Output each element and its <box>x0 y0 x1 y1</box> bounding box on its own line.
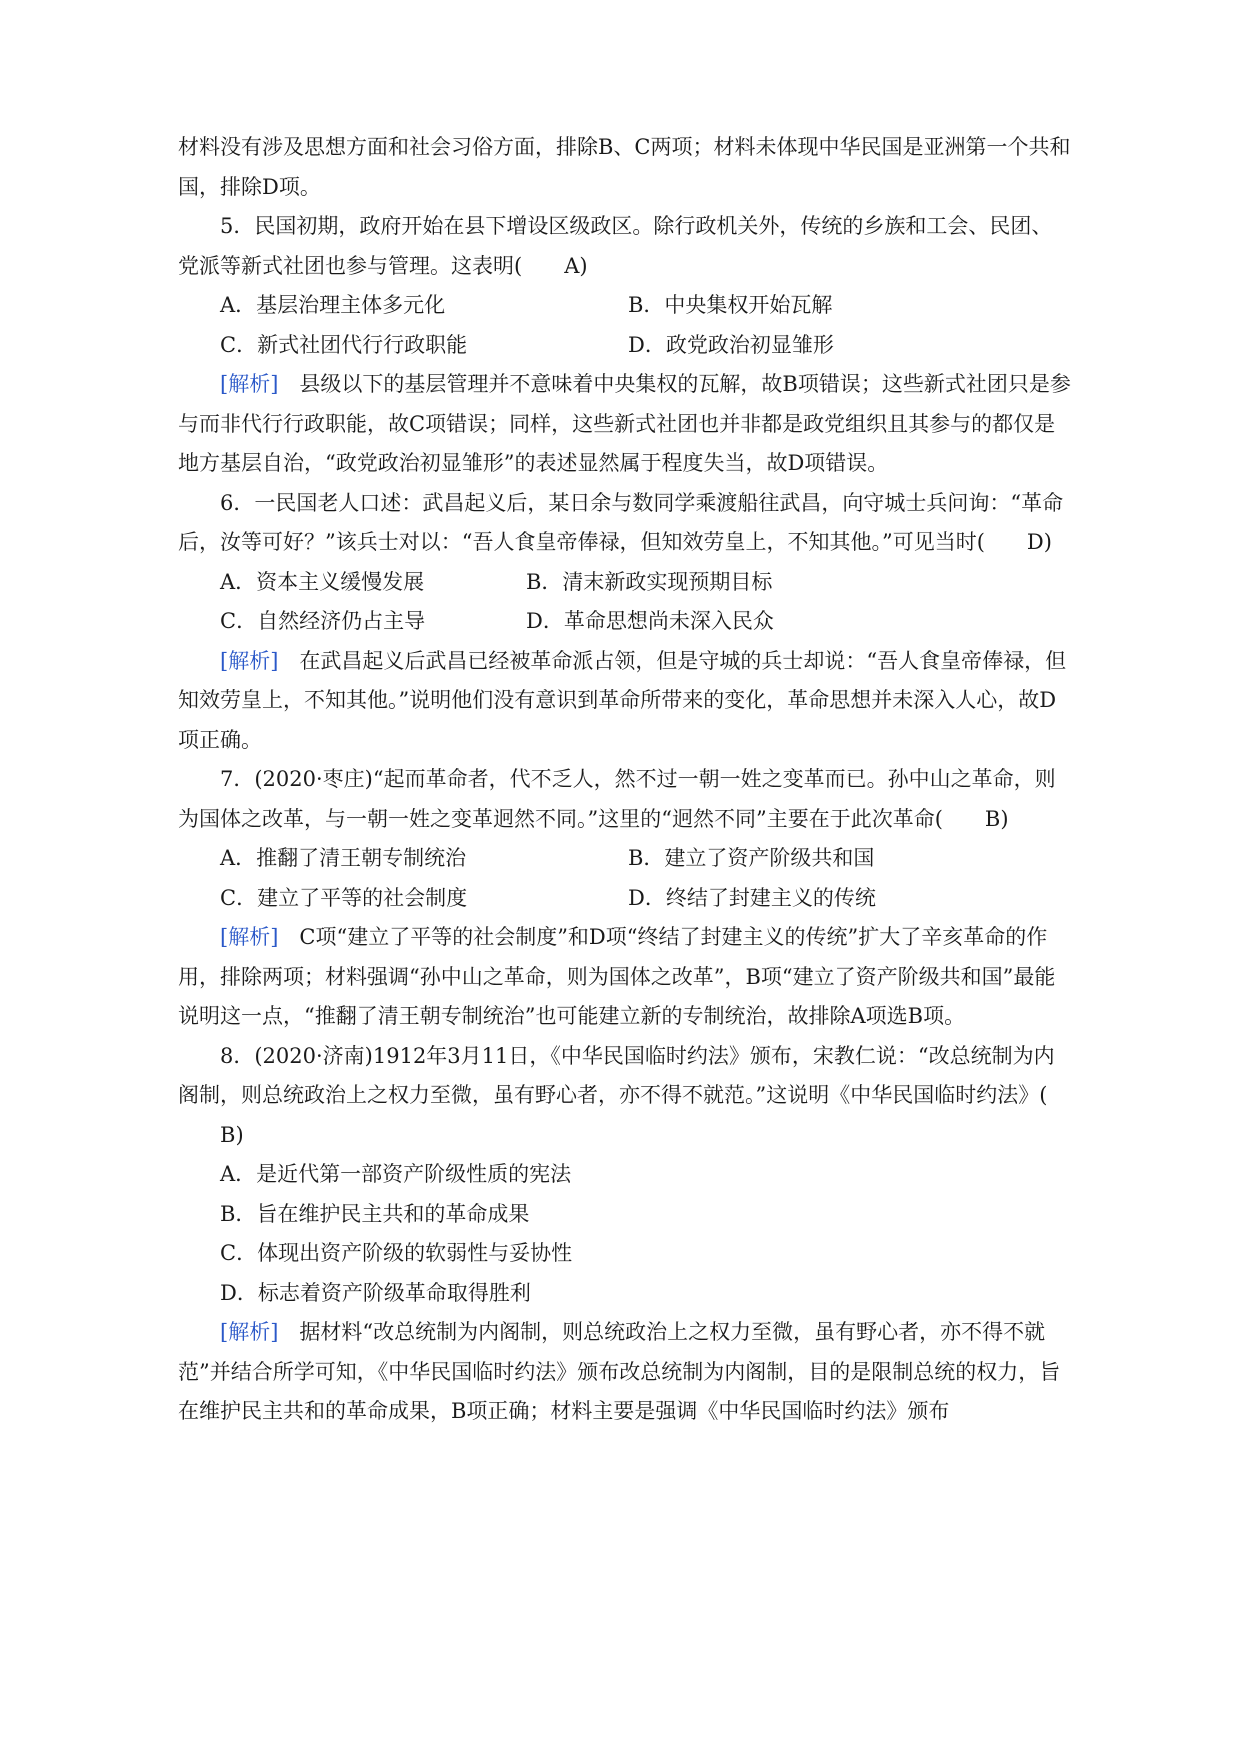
question-7-analysis-text: C项“建立了平等的社会制度”和D项“终结了封建主义的传统”扩大了辛亥革命的作用，排除两项；材料强调“孙中山之革命，则为国体之改革”，B项“建立了资产阶级共和国”最能说明这一点，“推翻了清王朝专制统治”也可能建立新的专制统治，故排除A项选B项。 <box>178 925 1056 1028</box>
question-5-close: ) <box>579 253 588 278</box>
question-8-option-c: C．体现出资产阶级的软弱性与妥协性 <box>220 1241 573 1265</box>
question-8-answer: B <box>220 1122 236 1147</box>
question-7-option-c: C．建立了平等的社会制度 <box>220 885 468 910</box>
question-8-option-d: D．标志着资产阶级革命取得胜利 <box>220 1280 531 1305</box>
question-8-option-b: B．旨在维护民主共和的革命成果 <box>220 1201 530 1226</box>
question-8-text: 8．(2020·济南)1912年3月11日，《中华民国临时约法》颁布，宋教仁说：“改总统制为内阁制，则总统政治上之权力至微，虽有野心者，亦不得不就范。”这说明《中华民国临时约法》( <box>178 1043 1055 1107</box>
question-5-option-d: D．政党政治初显雏形 <box>628 332 834 357</box>
question-6-option-d: D．革命思想尚未深入民众 <box>526 609 774 633</box>
question-5-stem <box>178 207 1072 286</box>
question-5-answer: A <box>564 253 580 278</box>
question-8-close: ) <box>235 1122 244 1147</box>
question-8-analysis <box>178 1313 1072 1432</box>
question-7-option-d: D．终结了封建主义的传统 <box>628 885 876 910</box>
question-8-stem <box>178 1037 1072 1156</box>
analysis-tag: [解析] <box>220 648 279 673</box>
question-8-options <box>178 1155 1072 1313</box>
question-7-answer: B <box>984 806 1001 831</box>
document-page <box>178 128 1072 1432</box>
question-5-option-b: B．中央集权开始瓦解 <box>628 293 833 317</box>
question-7-close: ) <box>1000 806 1009 831</box>
analysis-tag: [解析] <box>220 925 279 949</box>
question-7-stem <box>178 760 1072 839</box>
question-6-answer: D <box>1026 530 1044 554</box>
question-5-option-a: A．基层治理主体多元化 <box>220 293 446 317</box>
question-6-close: ) <box>1043 530 1052 554</box>
question-7-text: 7．(2020·枣庄)“起而革命者，代不乏人，然不过一朝一姓之变革而已。孙中山之革命，则为国体之改革，与一朝一姓之变革迥然不同。”这里的“迥然不同”主要在于此次革命( <box>178 767 1056 831</box>
analysis-tag: [解析] <box>220 372 279 396</box>
question-5-analysis <box>178 365 1072 484</box>
question-6-stem <box>178 484 1072 563</box>
question-6-analysis <box>178 642 1072 761</box>
question-5-text: 5．民国初期，政府开始在县下增设区级政区。除行政机关外，传统的乡族和工会、民团、党派等新式社团也参与管理。这表明( <box>178 214 1053 278</box>
question-5-analysis-text: 县级以下的基层管理并不意味着中央集权的瓦解，故B项错误；这些新式社团只是参与而非代行行政职能，故C项错误；同样，这些新式社团也并非都是政党组织且其参与的都仅是地方基层自治，“政党政治初显雏形”的表述显然属于程度失当，故D项错误。 <box>178 372 1071 475</box>
question-6-analysis-text: 在武昌起义后武昌已经被革命派占领，但是守城的兵士却说：“吾人食皇帝俸禄，但知效劳皇上，不知其他。”说明他们没有意识到革命所带来的变化，革命思想并未深入人心，故D项正确。 <box>178 648 1067 752</box>
question-8-option-a: A．是近代第一部资产阶级性质的宪法 <box>220 1162 572 1186</box>
question-7-option-b: B．建立了资产阶级共和国 <box>628 846 875 870</box>
question-7-option-a: A．推翻了清王朝专制统治 <box>220 846 467 870</box>
question-7-analysis <box>178 918 1072 1037</box>
question-6-option-c: C．自然经济仍占主导 <box>220 609 426 633</box>
question-8-analysis-text: 据材料“改总统制为内阁制，则总统政治上之权力至微，虽有野心者，亦不得不就范”并结合所学可知，《中华民国临时约法》颁布改总统制为内阁制，目的是限制总统的权力，旨在维护民主共和的革命成果，B项正确；材料主要是强调《中华民国临时约法》颁布 <box>178 1320 1061 1423</box>
question-6-option-b: B．清末新政实现预期目标 <box>526 569 773 594</box>
question-5-option-c: C．新式社团代行行政职能 <box>220 332 468 357</box>
intro-paragraph: 材料没有涉及思想方面和社会习俗方面，排除B、C两项；材料未体现中华民国是亚洲第一个共和国，排除D项。 <box>178 135 1071 199</box>
analysis-tag: [解析] <box>220 1320 279 1344</box>
question-6-option-a: A．资本主义缓慢发展 <box>220 569 425 594</box>
question-6-text: 6．一民国老人口述：武昌起义后，某日余与数同学乘渡船往武昌，向守城士兵问询：“革命后，汝等可好？”该兵士对以：“吾人食皇帝俸禄，但知效劳皇上，不知其他。”可见当时( <box>178 490 1064 554</box>
question-7-options <box>178 839 1072 918</box>
question-5-options <box>178 286 1072 365</box>
question-6-options <box>178 563 1072 642</box>
